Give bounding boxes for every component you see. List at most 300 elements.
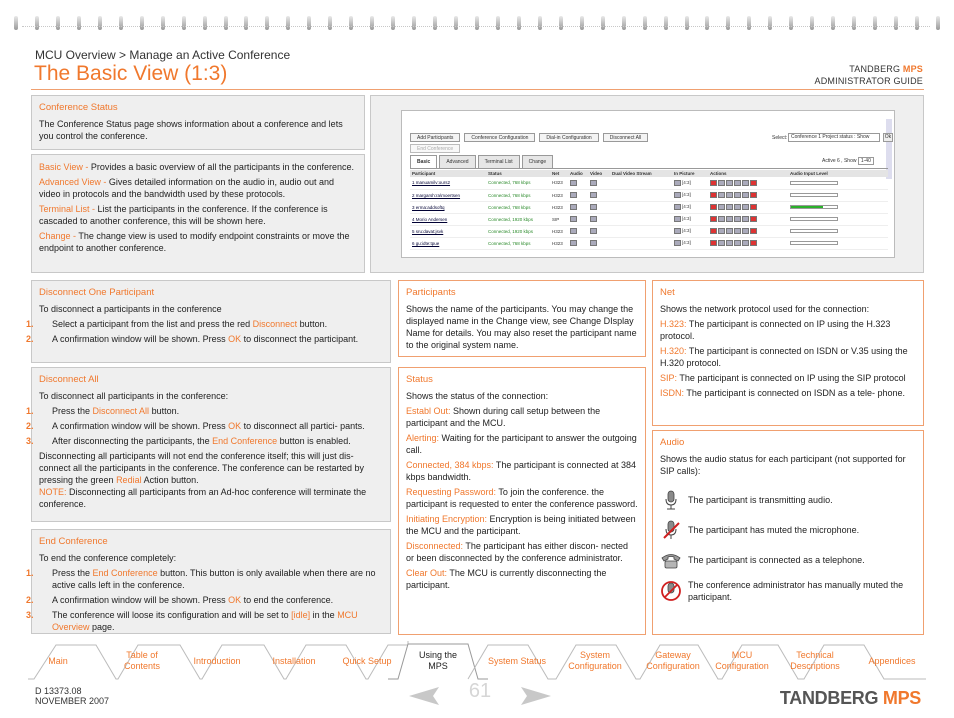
disconnect-icon[interactable] [750,240,757,246]
definition-term: Initiating Encryption: [406,514,488,524]
step-text: Press the [52,568,93,578]
step-text: The conference will loose its configuration and will be set to [52,610,292,620]
table-cell [410,189,486,201]
table-cell [610,213,672,225]
table-row[interactable] [410,237,888,249]
info-icon[interactable] [726,216,733,222]
video-icon[interactable] [742,216,749,222]
disconnect-all-title: Disconnect All [39,374,99,385]
disconnect-all-intro: To disconnect all participants in the conference: [39,391,229,401]
end-conference-intro: To end the conference completely: [39,553,177,563]
step-highlight: End Conference [212,436,278,446]
footer-brand [780,688,921,709]
table-cell [410,201,486,213]
nav-tab[interactable]: MCU Configuration [715,650,769,671]
step-number: 3. [26,610,34,620]
definition-term: SIP: [660,373,678,383]
audio-panel [652,430,924,635]
participants-text: Shows the name of the participants. You may change the displayed name in the Change view, see Change DIsplay Name for details. You may also reset the participant name to the original system name. [406,304,637,350]
table-cell [486,201,550,213]
definition-desc: The participant is connected at 384 kbps bandwidth. [406,460,636,482]
view-term: Advanced View - [39,177,109,187]
redial-icon[interactable] [710,180,717,186]
step-text: to end the conference. [241,595,334,605]
table-cell [550,201,568,213]
note-label: NOTE: [39,487,67,497]
audio-level-fill [791,206,823,208]
table-cell [410,225,486,237]
info-icon[interactable] [726,228,733,234]
conference-status-title: Conference Status [39,102,118,113]
doc-id: D 13373.08 [35,686,82,696]
table-row[interactable] [410,177,888,189]
video-status-icon [590,228,597,234]
definition-desc: Encryption is being initiated between the MCU and the participant. [406,514,636,536]
column-header: In Picture [672,170,708,177]
tab-divider [410,168,888,169]
step-text: A confirmation window will be shown. Press [52,595,229,605]
participant-name[interactable]: 4 Morio Andersen [412,216,448,222]
end-conference-panel [26,529,391,634]
participant-status: Connected, 1920 kbps [488,228,534,234]
net-intro: Shows the network protocol used for the connection: [660,304,870,314]
view-desc: Gives detailed information on the audio in, audio out and video in protocols and the bandwidth used by these protocols. [39,177,335,199]
picture-icon [674,192,681,198]
disconnect-icon[interactable] [750,204,757,210]
table-row[interactable] [410,201,888,213]
definition-term: Connected, 384 kbps: [406,460,494,470]
view-basic [39,161,357,173]
step-number: 1. [26,406,34,416]
column-header: Audio Input Level [788,170,888,177]
step-number: 1. [26,319,34,329]
edit-icon[interactable] [734,240,741,246]
table-cell [672,177,708,189]
step-highlight: OK [228,421,242,431]
participant-net: H323 [552,204,563,210]
disconnect-all-panel [26,367,391,522]
picture-format: [4:3] [682,216,691,222]
participants-title: Participants [406,287,456,298]
table-cell [588,213,610,225]
definition-term: Clear Out: [406,568,448,578]
conference-configuration-button[interactable]: Conference Configuration [464,133,535,142]
video-icon[interactable] [742,240,749,246]
table-cell [568,189,588,201]
step-text: After disconnecting the participants, the [52,436,213,446]
table-cell [486,225,550,237]
table-cell [610,177,672,189]
participant-net: H323 [552,180,563,186]
table-cell [610,201,672,213]
dial-in-configuration-button[interactable]: Dial-in Configuration [539,133,598,142]
disconnect-all-button[interactable]: Disconnect All [603,133,648,142]
redial-icon[interactable] [710,216,717,222]
table-cell [708,225,788,237]
table-cell [550,177,568,189]
step-text: A confirmation window will be shown. Press [52,421,229,431]
definition-desc: The participant is connected on ISDN or V.35 using the H.320 protocol. [660,346,908,368]
microphone-icon [660,489,682,511]
net-title: Net [660,287,675,298]
step-text: button. [297,319,328,329]
step-item [26,420,383,432]
audio-level-bar [790,217,838,221]
nav-tab[interactable]: Installation [272,655,316,666]
audio-intro: Shows the audio status for each participant (not supported for SIP calls): [660,454,906,476]
definition-term: Establ Out: [406,406,451,416]
step-item [26,333,383,345]
table-cell [788,189,888,201]
table-cell [672,201,708,213]
definition-item [406,459,638,483]
status-title: Status [406,374,433,385]
table-cell [672,189,708,201]
edit-icon[interactable] [734,228,741,234]
step-highlight: OK [228,595,242,605]
participant-status: Connected, 768 kbps [488,180,531,186]
add-participants-button[interactable]: Add Participants [410,133,460,142]
step-highlight: OK [228,334,242,344]
video-status-icon [590,204,597,210]
step-highlight: Disconnect All [92,406,150,416]
table-cell [588,237,610,249]
picture-icon [674,240,681,246]
table-cell [788,201,888,213]
step-number: 2. [26,595,34,605]
muted-microphone-icon [660,519,682,541]
participant-net: SIP [552,216,560,222]
disconnect-icon[interactable] [750,216,757,222]
end-conference-title: End Conference [39,536,108,547]
step-text: button is enabled. [277,436,351,446]
table-cell [568,177,588,189]
column-header: Participant [410,170,486,177]
step-highlight: [idle] [291,610,311,620]
telephone-icon [660,549,682,571]
step-text: Select a participant from the list and press the red [52,319,253,329]
table-cell [708,189,788,201]
next-page-icon[interactable] [521,687,551,705]
step-text: in the [310,610,338,620]
tab-terminal-list[interactable]: Terminal List [478,155,520,168]
brand-name: TANDBERG [849,64,903,74]
nav-tab[interactable]: Table of Contents [123,650,161,671]
step-number: 1. [26,568,34,578]
nav-tab[interactable]: System Status [487,655,547,666]
step-item [26,318,383,330]
active-show [822,158,874,164]
participant-net: H323 [552,240,563,246]
mute-icon[interactable] [718,216,725,222]
table-cell [486,189,550,201]
header-rule [31,89,924,90]
brand-mps: MPS [902,64,923,74]
picture-format: [4:3] [682,228,691,234]
tab-advanced[interactable]: Advanced [439,155,475,168]
participant-status: Connected, 768 kbps [488,204,531,210]
table-cell [486,213,550,225]
mute-icon[interactable] [718,228,725,234]
video-icon[interactable] [742,228,749,234]
definition-desc: The MCU is currently disconnecting the participant. [406,568,607,590]
step-number: 2. [26,334,34,344]
audio-item-text: The participant has muted the microphone. [688,525,860,535]
step-item [26,594,383,606]
mute-icon[interactable] [718,192,725,198]
video-status-icon [590,216,597,222]
definition-item [406,567,638,591]
audio-item [660,579,916,603]
table-cell [550,237,568,249]
page-edge [22,26,930,30]
tab-basic[interactable]: Basic [410,155,437,168]
step-text: to disconnect the participant. [241,334,359,344]
video-icon[interactable] [742,204,749,210]
definition-term: ISDN: [660,388,685,398]
disconnect-one-intro: To disconnect a participants in the conference [39,304,222,314]
disconnect-icon[interactable] [750,192,757,198]
breadcrumb: MCU Overview > Manage an Active Conference [35,48,291,62]
net-panel [652,280,924,426]
picture-icon [674,204,681,210]
definition-item [406,405,638,429]
brand-mps: MPS [882,688,921,708]
audio-level-bar [790,181,838,185]
audio-status-icon [570,204,577,210]
info-icon[interactable] [726,240,733,246]
table-cell [550,189,568,201]
table-cell [568,213,588,225]
para-text: Action button. [141,475,199,485]
video-status-icon [590,180,597,186]
picture-icon [674,216,681,222]
definition-item [660,345,916,369]
table-cell [588,189,610,201]
tab-change[interactable]: Change [522,155,554,168]
definition-term: Alerting: [406,433,440,443]
table-cell [610,237,672,249]
status-intro: Shows the status of the connection: [406,391,549,401]
table-cell [588,201,610,213]
page-title: The Basic View (1:3) [34,62,228,85]
column-header: Audio [568,170,588,177]
brand-header [815,63,923,87]
definition-desc: Shown during call setup between the participant and the MCU. [406,406,601,428]
redial-icon[interactable] [710,204,717,210]
info-icon[interactable] [726,180,733,186]
definition-term: H.323: [660,319,687,329]
audio-level-bar [790,229,838,233]
audio-item [660,519,916,541]
nav-tab[interactable]: System Configuration [568,650,622,671]
conference-status-screenshot [401,110,895,258]
video-status-icon [590,240,597,246]
participant-name[interactable]: 6 gu:idte:tpue [412,240,440,246]
table-cell [788,237,888,249]
step-text: Press the [52,406,93,416]
footer-doc-info [35,686,109,706]
step-item [26,567,383,591]
table-cell [672,225,708,237]
table-cell [788,213,888,225]
redial-icon[interactable] [710,228,717,234]
table-cell [708,177,788,189]
picture-format: [4:3] [682,179,691,185]
view-desc: List the participants in the conference. If the conference is cascaded to another conference, this will be shown here. [39,204,328,226]
table-row[interactable] [410,189,888,201]
mute-icon[interactable] [718,240,725,246]
participant-net: H323 [552,228,563,234]
column-header: Dual Video Stream [610,170,672,177]
participants-table [410,170,888,250]
conference-status-panel [31,95,365,150]
edit-icon[interactable] [734,192,741,198]
definition-desc: Waiting for the participant to answer the outgoing call. [406,433,637,455]
picture-format: [4:3] [682,240,691,246]
table-cell [610,189,672,201]
table-cell [788,225,888,237]
conference-status-text: The Conference Status page shows information about a conference and lets you control the conference. [39,119,343,141]
status-panel [398,367,646,635]
participant-name[interactable]: 2 margarsh:ra\moertsen [412,192,461,198]
brand-name: TANDBERG [779,688,883,708]
info-icon[interactable] [726,204,733,210]
views-panel [31,154,365,273]
table-cell [568,201,588,213]
definition-desc: The participant is connected on IP using the SIP protocol [677,373,906,383]
table-cell [708,237,788,249]
table-cell [788,177,888,189]
table-header-row [410,170,888,177]
end-conference-button[interactable]: End Conference [410,144,460,153]
page-number: 61 [468,680,492,702]
picture-icon [674,180,681,186]
screenshot-button-row [410,133,648,142]
nav-tab[interactable]: Introduction [193,655,241,666]
doc-date: NOVEMBER 2007 [35,696,110,706]
nav-tab[interactable]: Using the MPS [418,650,458,671]
audio-item-text: The participant is transmitting audio. [688,495,833,505]
video-icon[interactable] [742,180,749,186]
step-text: button. [149,406,180,416]
mute-icon[interactable] [718,204,725,210]
video-status-icon [590,192,597,198]
net-list [660,318,916,399]
picture-format: [4:3] [682,192,691,198]
disconnect-one-title: Disconnect One Participant [39,287,155,298]
participant-name[interactable]: 3 erma:addsoftq [412,204,445,210]
table-cell [610,225,672,237]
audio-status-icon [570,192,577,198]
step-text: A confirmation window will be shown. Press [52,334,229,344]
participants-table-body [410,177,888,249]
step-item [26,609,383,633]
admin-muted-icon [660,580,682,602]
conference-select[interactable]: Conference 1 Project status : Show [788,133,880,142]
status-list [406,405,638,591]
nav-tab[interactable]: Gateway Configuration [646,650,700,671]
table-cell [486,177,550,189]
view-term: Basic View - [39,162,91,172]
mute-icon[interactable] [718,180,725,186]
definition-term: Disconnected: [406,541,464,551]
audio-status-icon [570,228,577,234]
participants-panel [398,280,646,357]
edit-icon[interactable] [734,180,741,186]
audio-status-icon [570,240,577,246]
audio-item [660,489,916,511]
view-change [39,230,357,254]
definition-item [660,387,916,399]
table-cell [486,237,550,249]
step-number: 3. [26,436,34,446]
para-text: Disconnecting all participants will not end the conference itself; this will just dis- connect all the participants in the conference. The conference can be restarted by pressing the green [39,451,365,485]
column-header: Actions [708,170,788,177]
picture-icon [674,228,681,234]
disconnect-all-note [39,486,383,510]
audio-item-text: The participant is connected as a telephone. [688,555,865,565]
audio-title: Audio [660,437,685,448]
audio-level-bar [790,205,838,209]
nav-tab[interactable]: Technical Descriptions [790,650,840,671]
definition-item [660,318,916,342]
table-row[interactable] [410,225,888,237]
nav-tab[interactable]: Main [48,655,68,666]
ok-button[interactable]: Ok [884,134,892,140]
show-range-select[interactable]: 1-40 [858,157,874,165]
prev-page-icon[interactable] [409,687,439,705]
participant-name[interactable]: 5 sru:davat:jsvk [412,228,444,234]
video-icon[interactable] [742,192,749,198]
table-cell [672,237,708,249]
edit-icon[interactable] [734,216,741,222]
audio-level-bar [790,193,838,197]
guide-label: ADMINISTRATOR GUIDE [814,76,923,86]
view-desc: Provides a basic overview of all the participants in the conference. [90,162,354,172]
table-cell [410,213,486,225]
redial-icon[interactable] [710,192,717,198]
table-row[interactable] [410,213,888,225]
info-icon[interactable] [726,192,733,198]
edit-icon[interactable] [734,204,741,210]
step-number: 2. [26,421,34,431]
nav-tab[interactable]: Appendices [868,655,916,666]
table-cell [568,237,588,249]
view-term: Terminal List - [39,204,98,214]
definition-term: Requesting Password: [406,487,497,497]
column-header: Status [486,170,550,177]
table-cell [588,177,610,189]
definition-item [660,372,916,384]
participant-status: Connected, 768 kbps [488,192,531,198]
disconnect-icon[interactable] [750,180,757,186]
table-cell [410,177,486,189]
disconnect-icon[interactable] [750,228,757,234]
step-text: button. This button is only available when there are no active calls left in the conference. [52,568,376,590]
para-highlight: Redial [116,475,142,485]
view-desc: The change view is used to modify endpoint constraints or move the endpoint to another conference. [39,231,350,253]
redial-icon[interactable] [710,240,717,246]
binding-ring [936,16,940,30]
screenshot-panel [370,95,924,273]
participant-name[interactable]: 1 manuamilv:ours2 [412,180,451,186]
nav-tab[interactable]: Quick Setup [342,655,392,666]
step-item [26,405,383,417]
table-cell [672,213,708,225]
note-text: Disconnecting all participants from an Ad-hoc conference will terminate the conference. [39,487,367,509]
audio-status-icon [570,216,577,222]
